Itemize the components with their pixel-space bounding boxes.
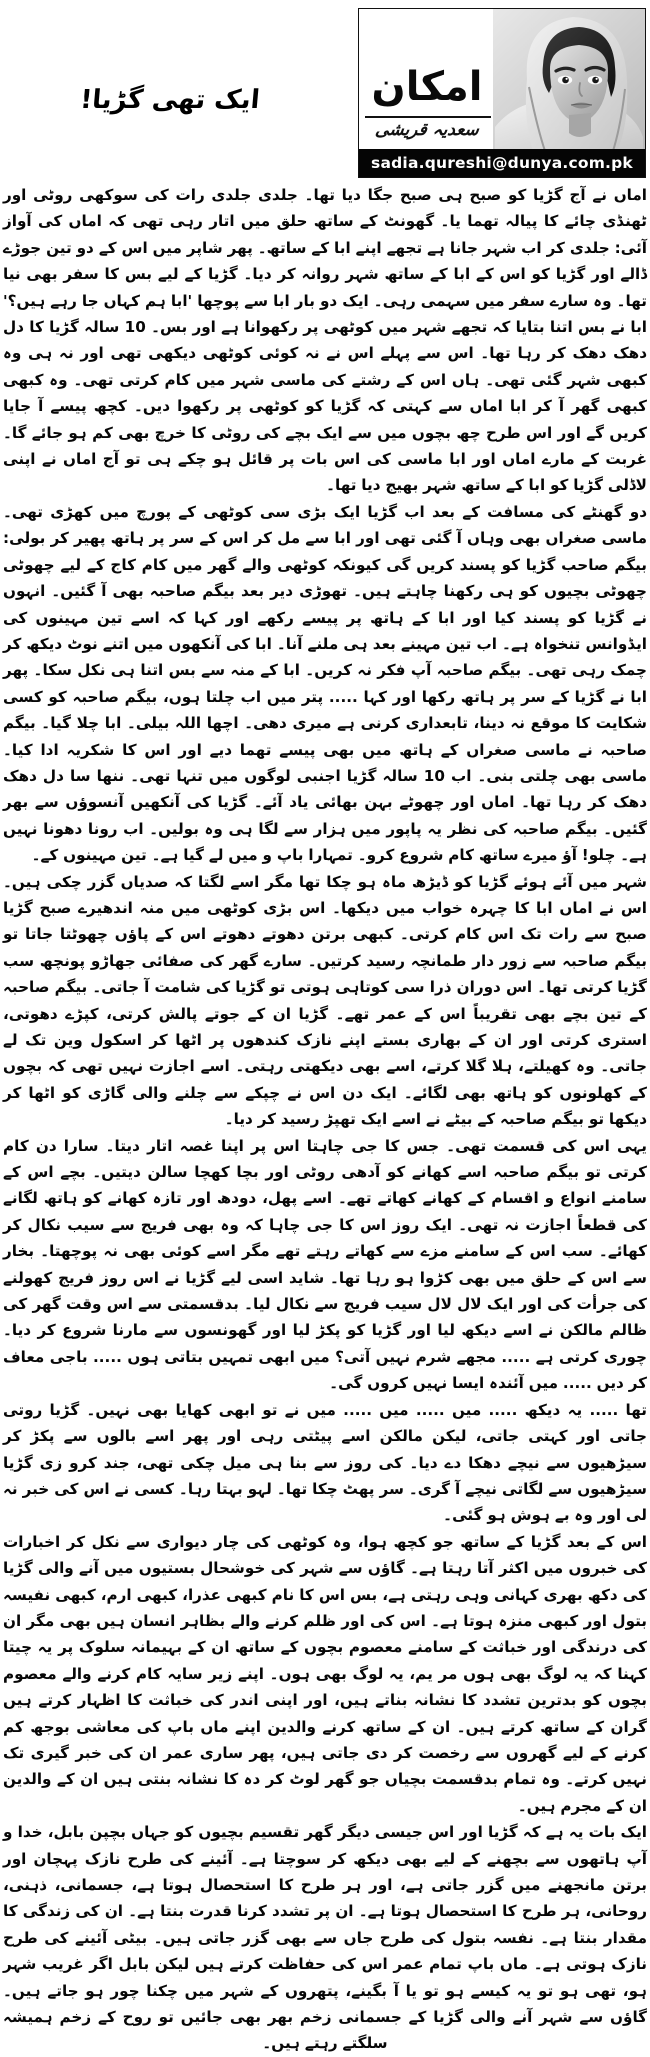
- article-header: [0, 0, 650, 182]
- paragraph: ایک بات یہ ہے کہ گڑیا اور اس جیسی دیگر گھر تقسیم بچیوں کو جہاں بچپن بابل، خدا و آپ ہاتھوں سے بچھنے کے لیے بھی دیکھ کر سوچتا ہے۔ آئینے کی طرح نازک پہچان اور برتن مانجھنے میں گزر جاتی ہے، اور ہر طرح کا استحصال ہوتا ہے، جسمانی، ذہنی، روحانی، ہر طرح کا استحصال ہوتا ہے۔ ان پر تشدد کرنا قدرت بنتا ہے۔ ان کی زندگی کا مقدار بنتا ہے۔ نفسہ بتول کی طرح جاں سے بھی گزر جاتی ہیں۔ بیٹی آئینے کی طرح نازک ہوتی ہے۔ ماں باپ تمام عمر اس کی حفاظت کرتے ہیں لیکن بابل اگر غریب شہر ہو، تھی ہو تو یہ کیسے ہو تو یا آ بگینے، پتھروں کے شہر میں چکنا چور ہو جاتے ہیں۔ گاؤں سے شہر آنے والی گڑیا کے جسمانی زخم بھر بھی جائیں تو روح کے زخم ہمیشہ سلگتے رہتے ہیں۔: [3, 1823, 647, 2053]
- masthead-divider: [365, 116, 491, 118]
- paragraph: اماں نے آج گڑیا کو صبح ہی صبح جگا دیا تھا۔ جلدی جلدی رات کی سوکھی روٹی اور ٹھنڈی چائے کا پیالہ تھما یا۔ گھونٹ کے ساتھ حلق میں اتار رہی تھی کہ اماں کی آواز آئی: جلدی کر اب شہر جانا ہے تجھے اپنے ابا کے ساتھ۔ پھر شاپر میں اس کے دو تین جوڑے ڈالے اور گڑیا کو اس کے ابا کے ساتھ شہر روانہ کر دیا۔ گڑیا کے لیے بس کا سفر بھی نیا تھا۔ وہ سارے سفر میں سہمی رہی۔ ایک دو بار ابا سے پوچھا 'ابا ہم کہاں جا رہے ہیں؟' ابا نے بس اتنا بتایا کہ تجھے شہر میں کوٹھی پر رکھوانا ہے اور بس۔ 10 سالہ گڑیا کا دل دھک دھک کر رہا تھا۔ اس سے پہلے اس نے نہ کوئی کوٹھی دیکھی تھی اور نہ ہی وہ کبھی شہر گئی تھی۔ ہاں اس کے رشتے کی ماسی شہر میں کام کرتی تھی۔ وہ کبھی کبھی گھر آ کر ابا اماں سے کہتی کہ گڑیا کو کوٹھی پر رکھوا دیں۔ کچھ پیسے آ جایا کریں گے اور اس طرح چھ بچوں میں سے ایک بچے کی روٹی کا خرچ بھی کم ہو جائے گا۔ غربت کے مارے اماں اور ابا ماسی کی اس بات پر قائل ہو چکے ہی تو آج اماں نے اپنی لاڈلی گڑیا کو ابا کے ساتھ شہر بھیج دیا تھا۔: [3, 186, 648, 495]
- column-masthead: [358, 8, 646, 178]
- author-email[interactable]: sadia.qureshi@dunya.com.pk: [371, 154, 633, 172]
- paragraph: اس کے بعد گڑیا کے ساتھ جو کچھ ہوا، وہ کوٹھی کی چار دیواری سے نکل کر اخبارات کی خبروں میں اکثر آتا رہتا ہے۔ گاؤں سے شہر کی خوشحال بستیوں میں آنے والی گڑیا کی دکھ بھری کہانی وہی رہتی ہے، بس اس کا نام کبھی عذرا، کبھی ارم، کبھی نفیسہ بتول اور کبھی منزہ ہوتا ہے۔ اس کی اور ظلم کرنے والے بظاہر انسان ہیں بھی مگر ان کی درندگی اور خباثت کے سامنے معصوم بچوں کے ساتھ ان کے بہیمانہ سلوک پر یہ چیتا کہنا کہ یہ لوگ بھی ہوں مر یم، یہ لوگ بھی ہوں۔ اپنے زیر سایہ کام کرنے والے معصوم بچوں کو بدترین تشدد کا نشانہ بناتے ہیں، اور اپنی اندر کی خباثت کا اظہار کرتے ہیں گران کے ساتھ کرتے ہیں۔ ان کے ساتھ کرنے والدین اپنے ماں باپ کی معاشی بوجھ کم کرنے کے لیے گھروں سے رخصت کر دی جاتی ہیں، پھر ساری عمر ان کی خبر گیری تک نہیں کرتے۔ وہ تمام بدقسمت بچیاں جو گھر لوٹ کر دہ کا نشانہ بنتی ہیں ان کے والدین ان کے مجرم ہیں۔: [3, 1532, 647, 1815]
- masthead-inner: [359, 9, 645, 177]
- author-portrait-icon: [493, 9, 645, 151]
- masthead-text-column: [359, 9, 495, 151]
- column-name: امکان: [371, 64, 483, 110]
- article-body: [0, 182, 650, 2057]
- paragraph: دو گھنٹے کی مسافت کے بعد اب گڑیا ایک بڑی سی کوٹھی کے پورچ میں کھڑی تھی۔ ماسی صغراں بھی وہاں آ گئی تھی اور ابا سے مل کر اس کے سر پر ہاتھ پھیر کر بولی: بیگم صاحب گڑیا کو پسند کریں گی کیونکہ کوٹھی والے گھر میں کام کاج کے لیے چھوٹی چھوٹی بچیوں کو ہی رکھنا چاہتے ہیں۔ تھوڑی دیر بعد بیگم صاحبہ بھی آ گئیں۔ انہوں نے گڑیا کو پسند کیا اور ابا کے ہاتھ پر پیسے رکھے اور کہا کہ اسے تین مہینوں کی ایڈوانس تنخواہ ہے۔ اب تین مہینے بعد ہی ملنے آنا۔ ابا کی آنکھوں میں اتنے نوٹ دیکھ کر چمک رہی تھی۔ بیگم صاحبہ آپ فکر نہ کریں۔ ابا کے منہ سے بس اتنا ہی نکل سکا۔ پھر ابا نے گڑیا کے سر پر ہاتھ رکھا اور کہا ..... پتر میں اب چلتا ہوں، بیگم صاحبہ کو کسی شکایت کا موقع نہ دینا، تابعداری کرنی ہے میری دھی۔ اچھا اللہ بیلی۔ ابا چلا گیا۔ بیگم صاحبہ نے ماسی صغراں کے ہاتھ میں بھی پیسے تھما دیے اور اس کا شکریہ ادا کیا۔ ماسی بھی چلتی بنی۔ اب 10 سالہ گڑیا اجنبی لوگوں میں تنہا تھی۔ ننھا سا دل دھک دھک کر رہا تھا۔ اماں اور چھوٹے بہن بھائی یاد آئے۔ گڑیا کی آنکھیں آنسوؤں سے بھر گئیں۔ بیگم صاحبہ کی نظر یہ پاپور میں ہزار سے لگا ہی وہ بولیں۔ اب رونا دھونا نہیں ہے۔ چلو! آؤ میرے ساتھ کام شروع کرو۔ تمہارا باپ و میں لے گیا ہے۔ تین مہینوں کے۔: [3, 502, 647, 865]
- email-bar: [359, 149, 645, 177]
- avatar: [493, 9, 645, 151]
- paragraph: یہی اس کی قسمت تھی۔ جس کا جی چاہتا اس پر اپنا غصہ اتار دیتا۔ سارا دن کام کرتی تو بیگم صاحبہ اسے کھانے کو آدھی روٹی اور بچا کھچا سالن دیتیں۔ بچے اس کے سامنے انواع و اقسام کے کھانے کھاتے تھے۔ اسے پھل، دودھ اور تازہ کھانے کو ہاتھ لگانے کی قطعاً اجازت نہ تھی۔ ایک روز اس کا جی چاہا کہ وہ بھی فریج سے سیب نکال کر کھائے۔ سب اس کے سامنے مزے سے کھاتے رہتے تھے مگر اسے کوئی بھی نہ پوچھتا۔ بخار سے اس کے حلق میں بھی کڑوا ہو رہا تھا۔ شاید اسی لیے گڑیا نے اس روز فریج کھولنے کی جرأت کی اور ایک لال لال سیب فریج سے نکال لیا۔ بدقسمتی سے اس وقت گھر کی ظالم مالکن نے اسے دیکھ لیا اور گڑیا کو پکڑ لیا اور گھونسوں سے مارنا شروع کر دیا۔ چوری کرتی ہے ..... مجھے شرم نہیں آتی؟ میں ابھی تمہیں بتاتی ہوں ..... باجی معاف کر دیں ..... میں آئندہ ایسا نہیں کروں گی۔: [3, 1136, 647, 1393]
- paragraph: شہر میں آئے ہوئے گڑیا کو ڈیڑھ ماہ ہو چکا تھا مگر اسے لگتا کہ صدیاں گزر چکی ہیں۔ اس نے اماں ابا کا چہرہ خواب میں دیکھا۔ اس بڑی کوٹھی میں منہ اندھیرے صبح گڑیا صبح سے رات تک اس کام کرتی۔ کبھی برتن دھوتے دھوتے اس کے پاؤں چھوٹتا جاتا تو بیگم صاحبہ سے زور دار طمانچہ رسید کرتیں۔ سارے گھر کی صفائی جھاڑو پونچھ سب گڑیا کرتی تھا۔ اس دوران ذرا سی کوتاہی ہوتی تو گڑیا کی شامت آ جاتی۔ بیگم صاحبہ کے تین بچے بھی تقریباً اس کے عمر تھے۔ گڑیا ان کے جوتے پالش کرتی، کپڑے دھوتی، استری کرتی اور ان کے بھاری بستے اپنے نازک کندھوں پر اٹھا کر اسکول وین تک لے جاتی۔ وہ کھیلتے، ہلا گلا کرتے، اسے بھی دیکھتی رہتی۔ اسے اجازت نہیں تھی کہ بچوں کے کھلونوں کو ہاتھ بھی لگائے۔ ایک دن اس نے چپکے سے چلنے والی گاڑی کو اٹھا کر دیکھا تو بیگم صاحبہ کے بیٹے نے اسے ایک تھپڑ رسید کر دیا۔: [3, 872, 647, 1129]
- author-name: سعدیہ قریشی: [374, 120, 480, 140]
- page-title: ایک تھی گڑیا!: [79, 85, 261, 115]
- paragraph: تھا ..... یہ دیکھ ..... میں ..... میں ..... میں نے تو ابھی کھایا بھی نہیں۔ گڑیا روتی جاتی اور کہتی جاتی، لیکن مالکن اسے پیٹتی رہی اور پھر اسے بالوں سے پکڑ کر سیڑھیوں سے نیچے دھکا دے دیا۔ کی روز سے بنا ہی میل چکی تھی، جند کرو زی گڑیا سیڑھیوں سے لگاتی نیچے آ گری۔ سر پھٹ چکا تھا۔ لہو بہتا رہا۔ کسی نے اس کی خبر نہ لی اور وہ بے ہوش ہو گئی۔: [3, 1400, 647, 1525]
